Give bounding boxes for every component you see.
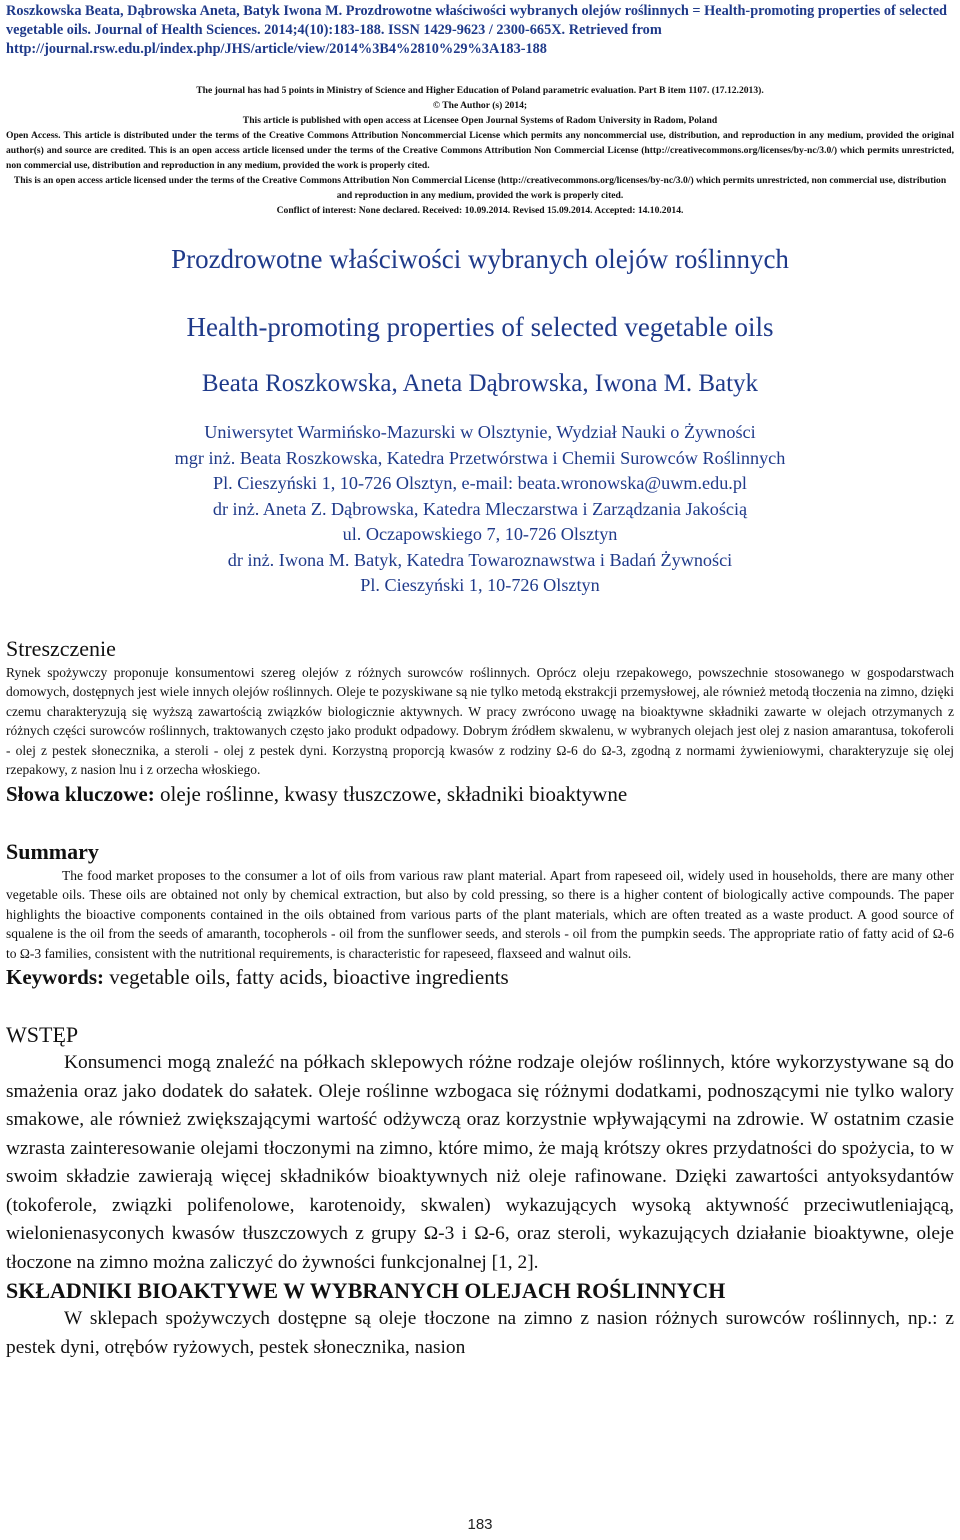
keywords-pl-text: oleje roślinne, kwasy tłuszczowe, składniki bioaktywne	[160, 781, 628, 806]
meta-license-2: This is an open access article licensed under the terms of the Creative Commons Attribution Non Commercial License (http://creativecommons.org/licenses/by-nc/3.0/) which permits unrestricted, non commercial use, distribution and reproduction in any medium, provided the work is properly cited.	[13, 175, 947, 201]
affiliations	[0, 420, 960, 599]
meta-dates: Conflict of interest: None declared. Received: 10.09.2014. Revised 15.09.2014. Accepted: 14.10.2014.	[276, 205, 684, 216]
journal-metadata	[0, 83, 960, 218]
meta-license: Open Access. This article is distributed under the terms of the Creative Commons Attribution Noncommercial License which permits any noncommercial use, distribution, and reproduction in any medium, provided the original author(s) and source are credited. This is an open access article licensed under the terms of the Creative Commons Attribution Non Commercial License (http://creativecommons.org/licenses/by-nc/3.0/) which permits unrestricted, non commercial use, distribution and reproduction in any medium, provided the work is properly cited.	[6, 130, 954, 171]
keywords-en	[0, 963, 960, 991]
citation-text: Roszkowska Beata, Dąbrowska Aneta, Batyk Iwona M. Prozdrowotne właściwości wybranych olejów roślinnych = Health-promoting properties of selected vegetable oils. Journal of Health Sciences. 2014;4(10):183-188. ISSN 1429-9623 / 2300-665X. Retrieved from	[6, 3, 948, 38]
streszczenie-heading: Streszczenie	[6, 635, 116, 661]
citation-url-link[interactable]: http://journal.rsw.edu.pl/index.php/JHS/article/view/2014%3B4%2810%29%3A183-188	[6, 41, 547, 57]
affiliation-author-2: dr inż. Aneta Z. Dąbrowska, Katedra Mleczarstwa i Zarządzania Jakością	[212, 498, 748, 519]
affiliation-address-1: Pl. Cieszyński 1, 10-726 Olsztyn, e-mail: beata.wronowska@uwm.edu.pl	[212, 473, 747, 493]
skladniki-body: W sklepach spożywczych dostępne są oleje tłoczone na zimno z nasion różnych surowców roślinnych, np.: z pestek dyni, otrębów ryżowych, pestek słonecznika, nasion	[6, 1308, 954, 1358]
skladniki-heading: SKŁADNIKI BIOAKTYWE W WYBRANYCH OLEJACH ROŚLINNYCH	[6, 1278, 726, 1303]
title-polish: Prozdrowotne właściwości wybranych olejów roślinnych	[171, 244, 789, 274]
title-english: Health-promoting properties of selected vegetable oils	[186, 312, 774, 342]
keywords-pl-label: Słowa kluczowe:	[6, 781, 155, 806]
affiliation-address-2: ul. Oczapowskiego 7, 10-726 Olsztyn	[342, 524, 618, 544]
streszczenie-body: Rynek spożywczy proponuje konsumentowi szereg olejów z różnych surowców roślinnych. Oprócz oleju rzepakowego, powszechnie stosowanego w gospodarstwach domowych, dostępnych jest wiele innych olejów roślinnych. Oleje te pozyskiwane są nie tylko metodą ekstrakcji przemysłowej, ale również metodą tłoczenia na zimno, dzięki czemu charakteryzują się wyższą zawartością związków biologicznie aktywnych. W pracy zwrócono uwagę na bioaktywne składniki zawarte w olejach otrzymanych z różnych części surowców roślinnych, traktowanych często jako produkt odpadowy. Dobrym źródłem skwalenu, w wybranych olejach jest olej z nasion amarantusa, tokoferoli - olej z pestek słonecznika, a steroli - olej z pestek dyni. Korzystną proporcją kwasów z rodziny Ω-6 do Ω-3, zgodną z normami żywieniowymi, charakteryzuje się olej rzepakowy, z nasion lnu i z orzecha włoskiego.	[6, 664, 954, 777]
meta-copyright: © The Author (s) 2014;	[432, 100, 528, 111]
affiliation-author-1: mgr inż. Beata Roszkowska, Katedra Przetwórstwa i Chemii Surowców Roślinnych	[174, 447, 786, 468]
affiliation-address-3: Pl. Cieszyński 1, 10-726 Olsztyn	[360, 575, 600, 595]
meta-evaluation: The journal has had 5 points in Ministry of Science and Higher Education of Poland parametric evaluation. Part B item 1107. (17.12.2013).	[196, 85, 764, 96]
authors: Beata Roszkowska, Aneta Dąbrowska, Iwona M. Batyk	[201, 370, 759, 397]
page-number: 183	[467, 1516, 493, 1533]
affiliation-author-3: dr inż. Iwona M. Batyk, Katedra Towaroznawstwa i Badań Żywności	[227, 549, 733, 570]
summary-body: The food market proposes to the consumer a lot of oils from various raw plant material. Apart from rapeseed oil, widely used in households, there are many other vegetable oils. These oils are obtained not only by chemical extraction, but also by cold pressing, so there is a higher content of biologically active compounds. The paper highlights the bioactive components contained in the oils obtained from various parts of the plant materials, which are often treated as a waste product. A good source of squalene is the oil from the seeds of amaranth, tocopherols - oil from the sunflower seeds, and sterols - oil from the pumpkin seeds. The appropriate ratio of fatty acid of Ω-6 to Ω-3 families, consistent with the nutritional requirements, is characteristic for rapeseed, flaxseed and walnut oils.	[6, 867, 954, 961]
keywords-en-text: vegetable oils, fatty acids, bioactive ingredients	[109, 965, 509, 989]
wstep-body: Konsumenci mogą znaleźć na półkach sklepowych różne rodzaje olejów roślinnych, które wykorzystywane są do smażenia oraz jako dodatek do sałatek. Oleje roślinne wzbogaca się różnymi dodatkami, podnoszącymi nie tylko walory smakowe, ale również zwiększającymi wartość odżywczą oraz korzystnie wpływającymi na zdrowie. W ostatnim czasie wzrasta zainteresowanie olejami tłoczonymi na zimno, które mimo, że mają krótszy okres przydatności do spożycia, to w swoim składzie zawierają więcej składników bioaktywnych niż oleje rafinowane. Dzięki zawartości antyoksydantów (tokoferole, związki polifenolowe, karotenoidy, skwalen) wykazujących wysoką aktywność przeciwutleniającą, wielonienasyconych kwasów tłuszczowych z grupy Ω-3 i Ω-6, oraz steroli, wykazujących działanie bioaktywne, oleje tłoczone na zimno można zaliczyć do żywności funkcjonalnej [1, 2].	[6, 1052, 954, 1273]
citation-header	[0, 0, 960, 59]
meta-publisher: This article is published with open access at Licensee Open Journal Systems of Radom University in Radom, Poland	[242, 115, 718, 126]
summary-heading: Summary	[6, 838, 99, 864]
keywords-en-label: Keywords:	[6, 965, 104, 989]
wstep-heading: WSTĘP	[6, 1022, 79, 1047]
keywords-pl	[0, 780, 960, 808]
affiliation-university: Uniwersytet Warmińsko-Mazurski w Olsztynie, Wydział Nauki o Żywności	[204, 422, 756, 442]
